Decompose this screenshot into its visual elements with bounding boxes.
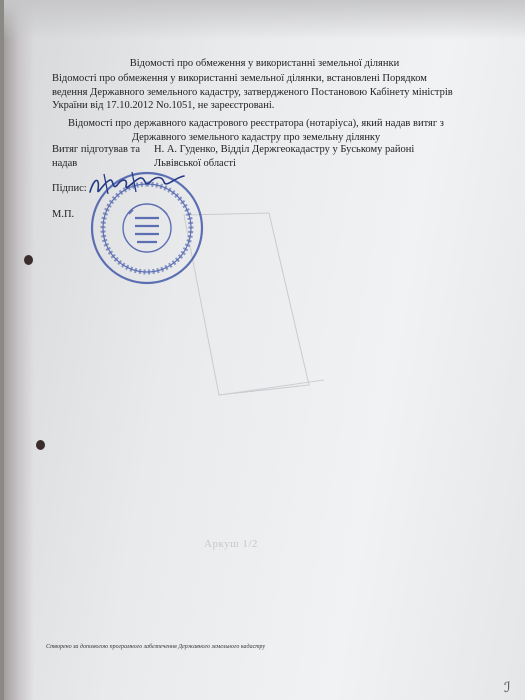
signature-label: Підпис: <box>52 183 87 194</box>
footer-note: Створено за допомогою програмного забезпечення Державного земельного кадастру <box>46 644 266 650</box>
punch-hole <box>36 440 45 450</box>
handwritten-signature <box>84 170 194 210</box>
restrictions-paragraph: Відомості про обмеження у використанні земельної ділянки, встановлені Порядком ведення Державного земельного кадастру, затвердженого Постановою Кабінету міністрів України від 17.10.2012 No.1051, не зареєстровані. <box>52 73 453 111</box>
reverse-side-bleed-text: Аркуш 1/2 <box>204 538 258 550</box>
document-title: Відомості про обмеження у використанні земельної ділянки <box>129 58 400 69</box>
seal-label: М.П. <box>52 209 75 220</box>
prepared-value: Н. А. Гуденко, Відділ Держгеокадастру у Буському районі Львівської області <box>154 144 415 169</box>
punch-hole <box>24 255 33 265</box>
page-top-shading <box>4 0 525 40</box>
document-page <box>4 0 525 700</box>
prepared-label: Витяг підготував та надав <box>52 144 141 169</box>
registrar-heading: Відомості про державного кадастрового реєстратора (нотаріуса), який надав витяг з Державного земельного кадастру про земельну ділянку <box>68 118 444 143</box>
page-shadow <box>4 0 34 700</box>
corner-pen-mark: ℐ <box>504 681 511 696</box>
